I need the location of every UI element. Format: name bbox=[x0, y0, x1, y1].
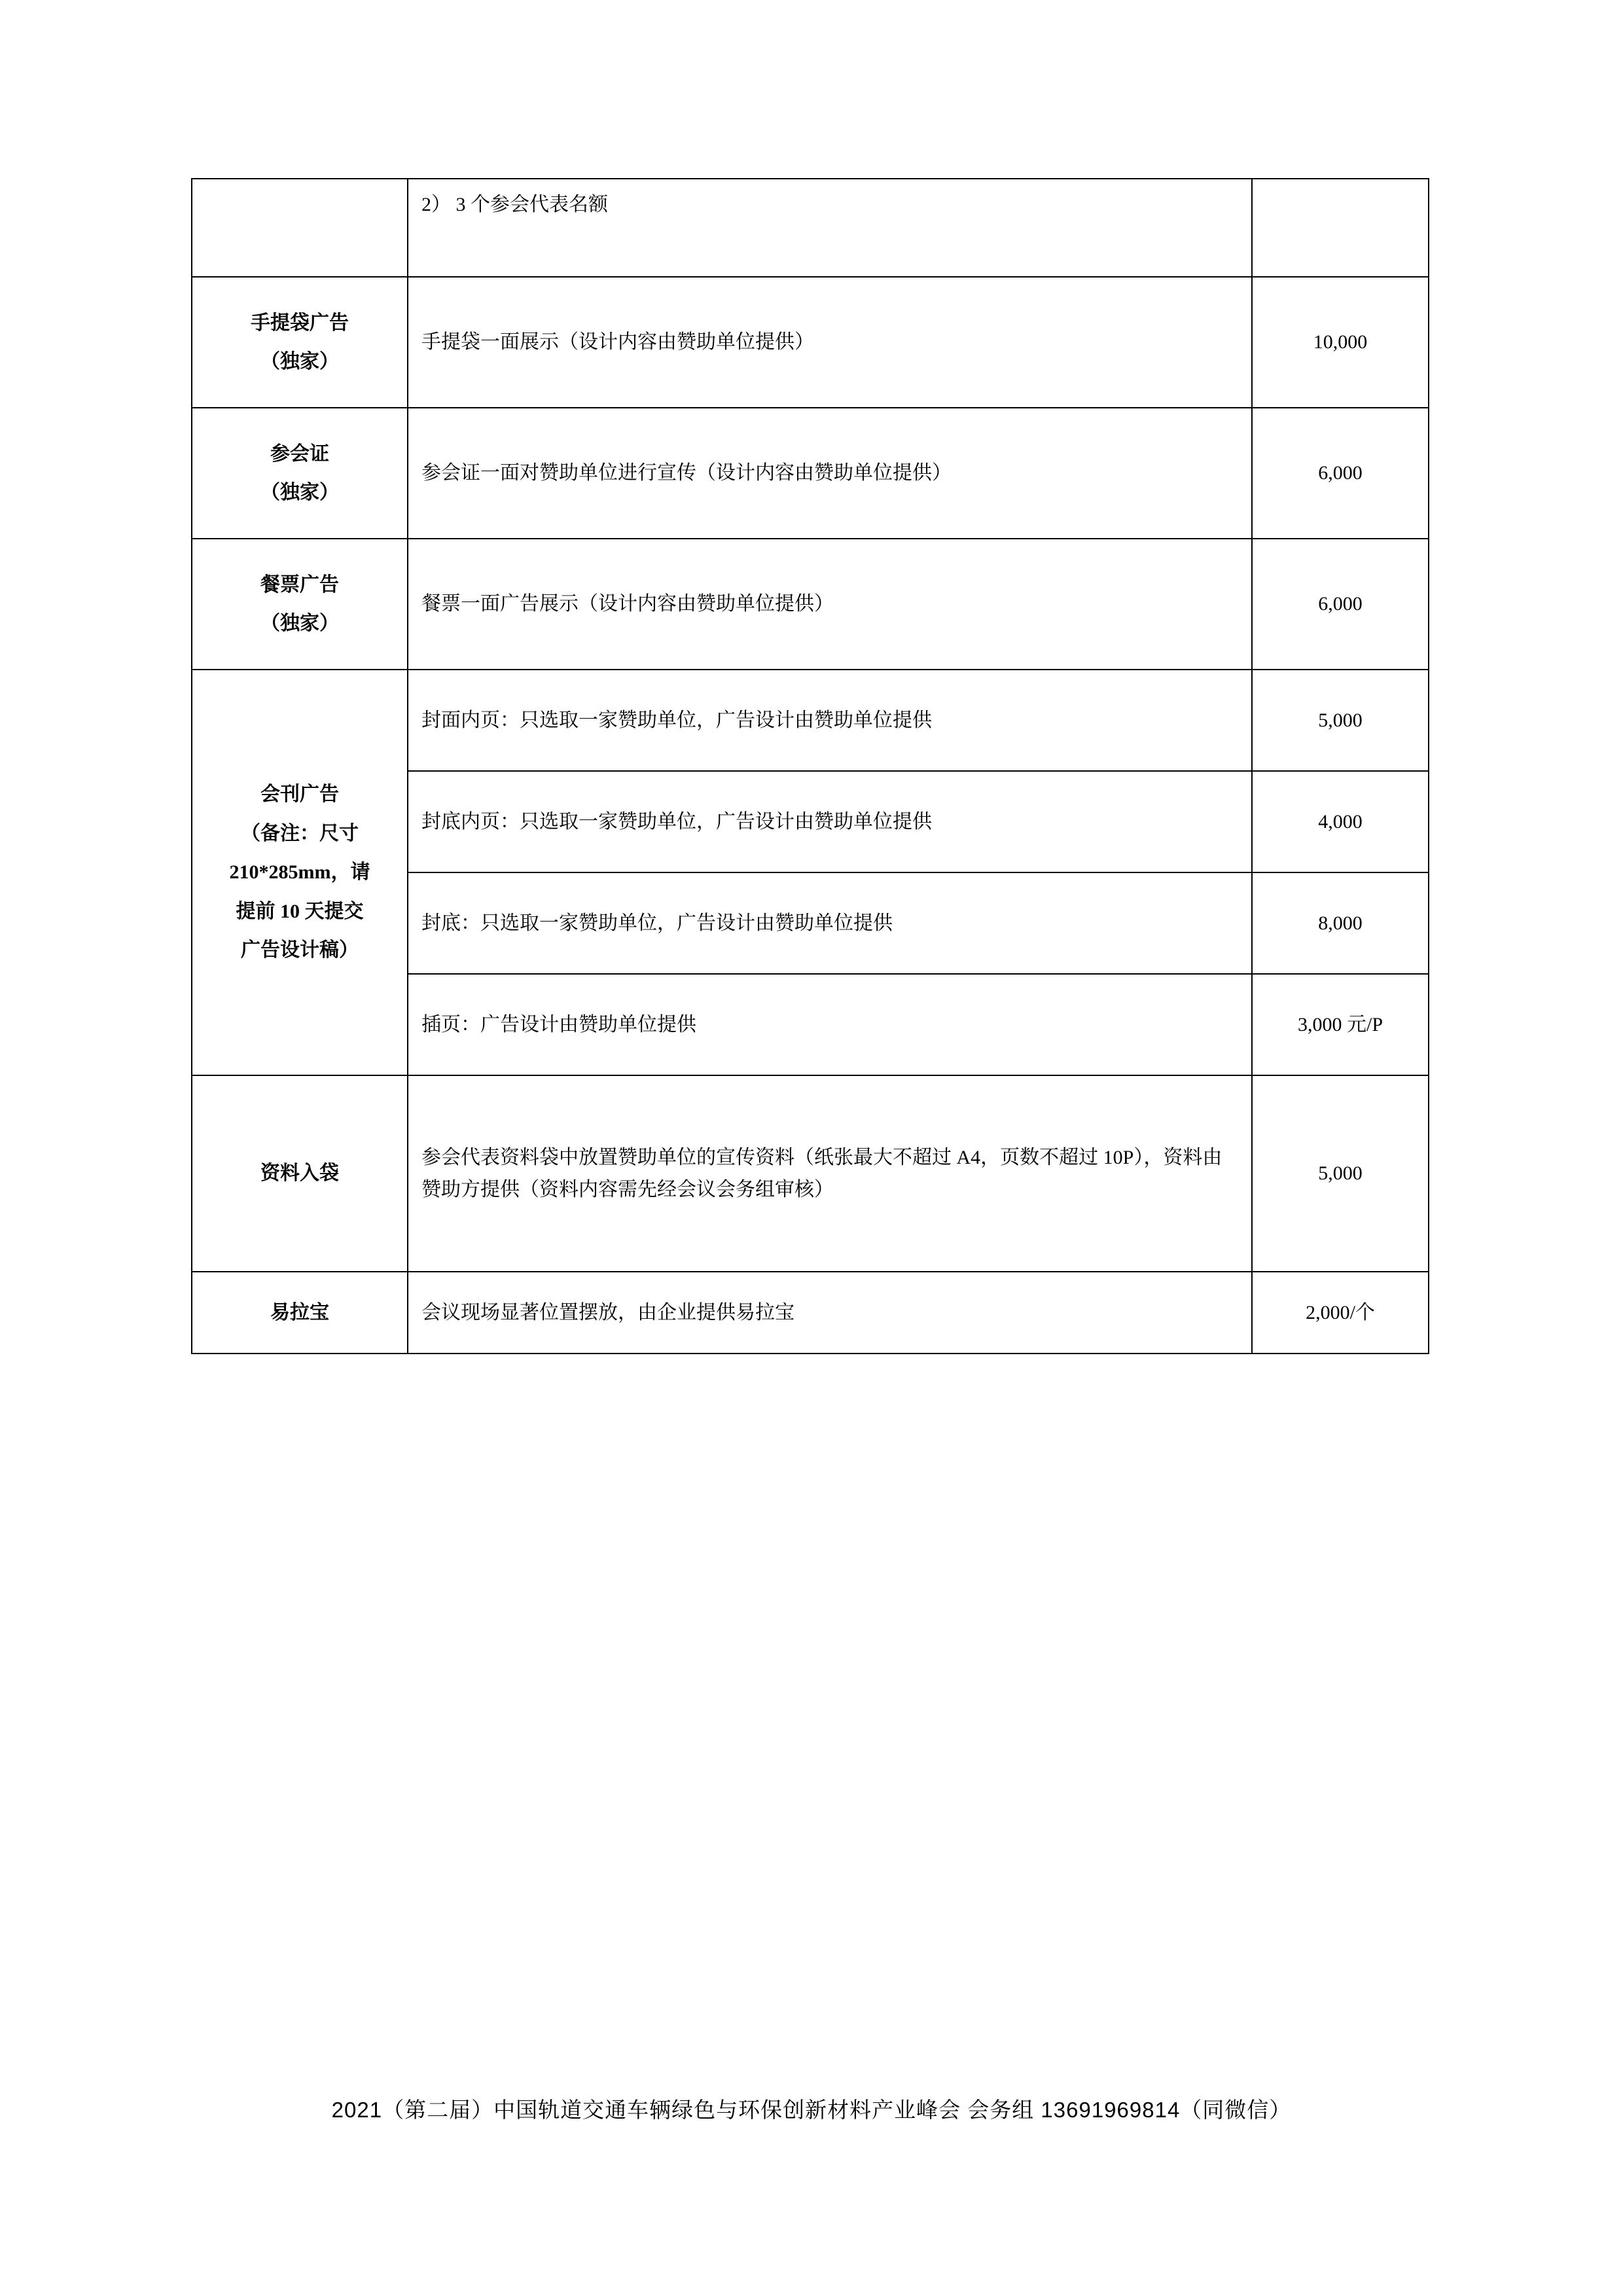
category-lines bbox=[205, 1297, 394, 1329]
table-row bbox=[192, 408, 1429, 539]
price-cell bbox=[1252, 179, 1429, 277]
description-text: 参会证一面对赞助单位进行宣传（设计内容由赞助单位提供） bbox=[421, 462, 952, 484]
description-text: 手提袋一面展示（设计内容由赞助单位提供） bbox=[421, 331, 814, 353]
price-cell: 6,000 bbox=[1252, 408, 1429, 539]
description-text: 2） 3 个参会代表名额 bbox=[421, 194, 608, 215]
price-cell: 4,000 bbox=[1252, 771, 1429, 872]
description-text: 会议现场显著位置摆放，由企业提供易拉宝 bbox=[421, 1301, 794, 1323]
table-row bbox=[192, 1272, 1429, 1354]
category-line: 餐票广告 bbox=[260, 573, 339, 596]
category-cell bbox=[192, 277, 408, 408]
table-row bbox=[192, 179, 1429, 277]
description-cell bbox=[408, 539, 1252, 670]
description-text: 参会代表资料袋中放置赞助单位的宣传资料（纸张最大不超过 A4，页数不超过 10P），资料由赞助方提供（资料内容需先经会议会务组审核） bbox=[421, 1146, 1222, 1200]
category-line: （独家） bbox=[260, 351, 339, 372]
description-cell bbox=[408, 872, 1252, 974]
description-text: 封底内页：只选取一家赞助单位，广告设计由赞助单位提供 bbox=[421, 810, 932, 833]
category-cell bbox=[192, 1075, 408, 1272]
description-cell bbox=[408, 974, 1252, 1075]
price-cell: 8,000 bbox=[1252, 872, 1429, 974]
category-lines bbox=[205, 307, 394, 378]
category-line: 参会证 bbox=[270, 442, 329, 465]
category-line: （独家） bbox=[260, 482, 339, 503]
description-cell bbox=[408, 1272, 1252, 1354]
category-line: 易拉宝 bbox=[270, 1301, 329, 1323]
category-lines bbox=[205, 1157, 394, 1190]
price-cell: 5,000 bbox=[1252, 670, 1429, 771]
description-text: 插页：广告设计由赞助单位提供 bbox=[421, 1013, 696, 1035]
table-row bbox=[192, 670, 1429, 771]
table-body bbox=[192, 179, 1429, 1354]
description-text: 封面内页：只选取一家赞助单位，广告设计由赞助单位提供 bbox=[421, 709, 932, 731]
category-lines bbox=[205, 569, 394, 640]
category-line: （独家） bbox=[260, 613, 339, 634]
category-lines bbox=[205, 438, 394, 509]
price-cell: 6,000 bbox=[1252, 539, 1429, 670]
page-footer: 2021（第二届）中国轨道交通车辆绿色与环保创新材料产业峰会 会务组 13691969814（同微信） bbox=[331, 2098, 1292, 2122]
category-cell bbox=[192, 1272, 408, 1354]
category-line: 手提袋广告 bbox=[251, 312, 349, 334]
description-cell bbox=[408, 771, 1252, 872]
category-line: 210*285mm，请 bbox=[229, 861, 370, 884]
category-line: 广告设计稿） bbox=[241, 939, 359, 961]
price-cell: 5,000 bbox=[1252, 1075, 1429, 1272]
category-cell bbox=[192, 179, 408, 277]
description-text: 餐票一面广告展示（设计内容由赞助单位提供） bbox=[421, 593, 834, 615]
table-row bbox=[192, 1075, 1429, 1272]
description-text: 封底：只选取一家赞助单位，广告设计由赞助单位提供 bbox=[421, 912, 893, 934]
category-line: 会刊广告 bbox=[260, 783, 339, 806]
description-cell bbox=[408, 179, 1252, 277]
description-cell bbox=[408, 1075, 1252, 1272]
category-lines bbox=[205, 778, 394, 967]
description-cell bbox=[408, 408, 1252, 539]
table-row bbox=[192, 277, 1429, 408]
category-line: （备注：尺寸 bbox=[241, 822, 359, 844]
price-cell: 10,000 bbox=[1252, 277, 1429, 408]
category-line: 资料入袋 bbox=[260, 1162, 339, 1185]
price-cell: 2,000/个 bbox=[1252, 1272, 1429, 1354]
price-cell: 3,000 元/P bbox=[1252, 974, 1429, 1075]
category-line: 提前 10 天提交 bbox=[236, 900, 364, 922]
category-cell bbox=[192, 539, 408, 670]
table-row bbox=[192, 539, 1429, 670]
description-cell bbox=[408, 277, 1252, 408]
description-cell bbox=[408, 670, 1252, 771]
sponsorship-table bbox=[191, 178, 1429, 1354]
category-cell bbox=[192, 670, 408, 1075]
category-cell bbox=[192, 408, 408, 539]
